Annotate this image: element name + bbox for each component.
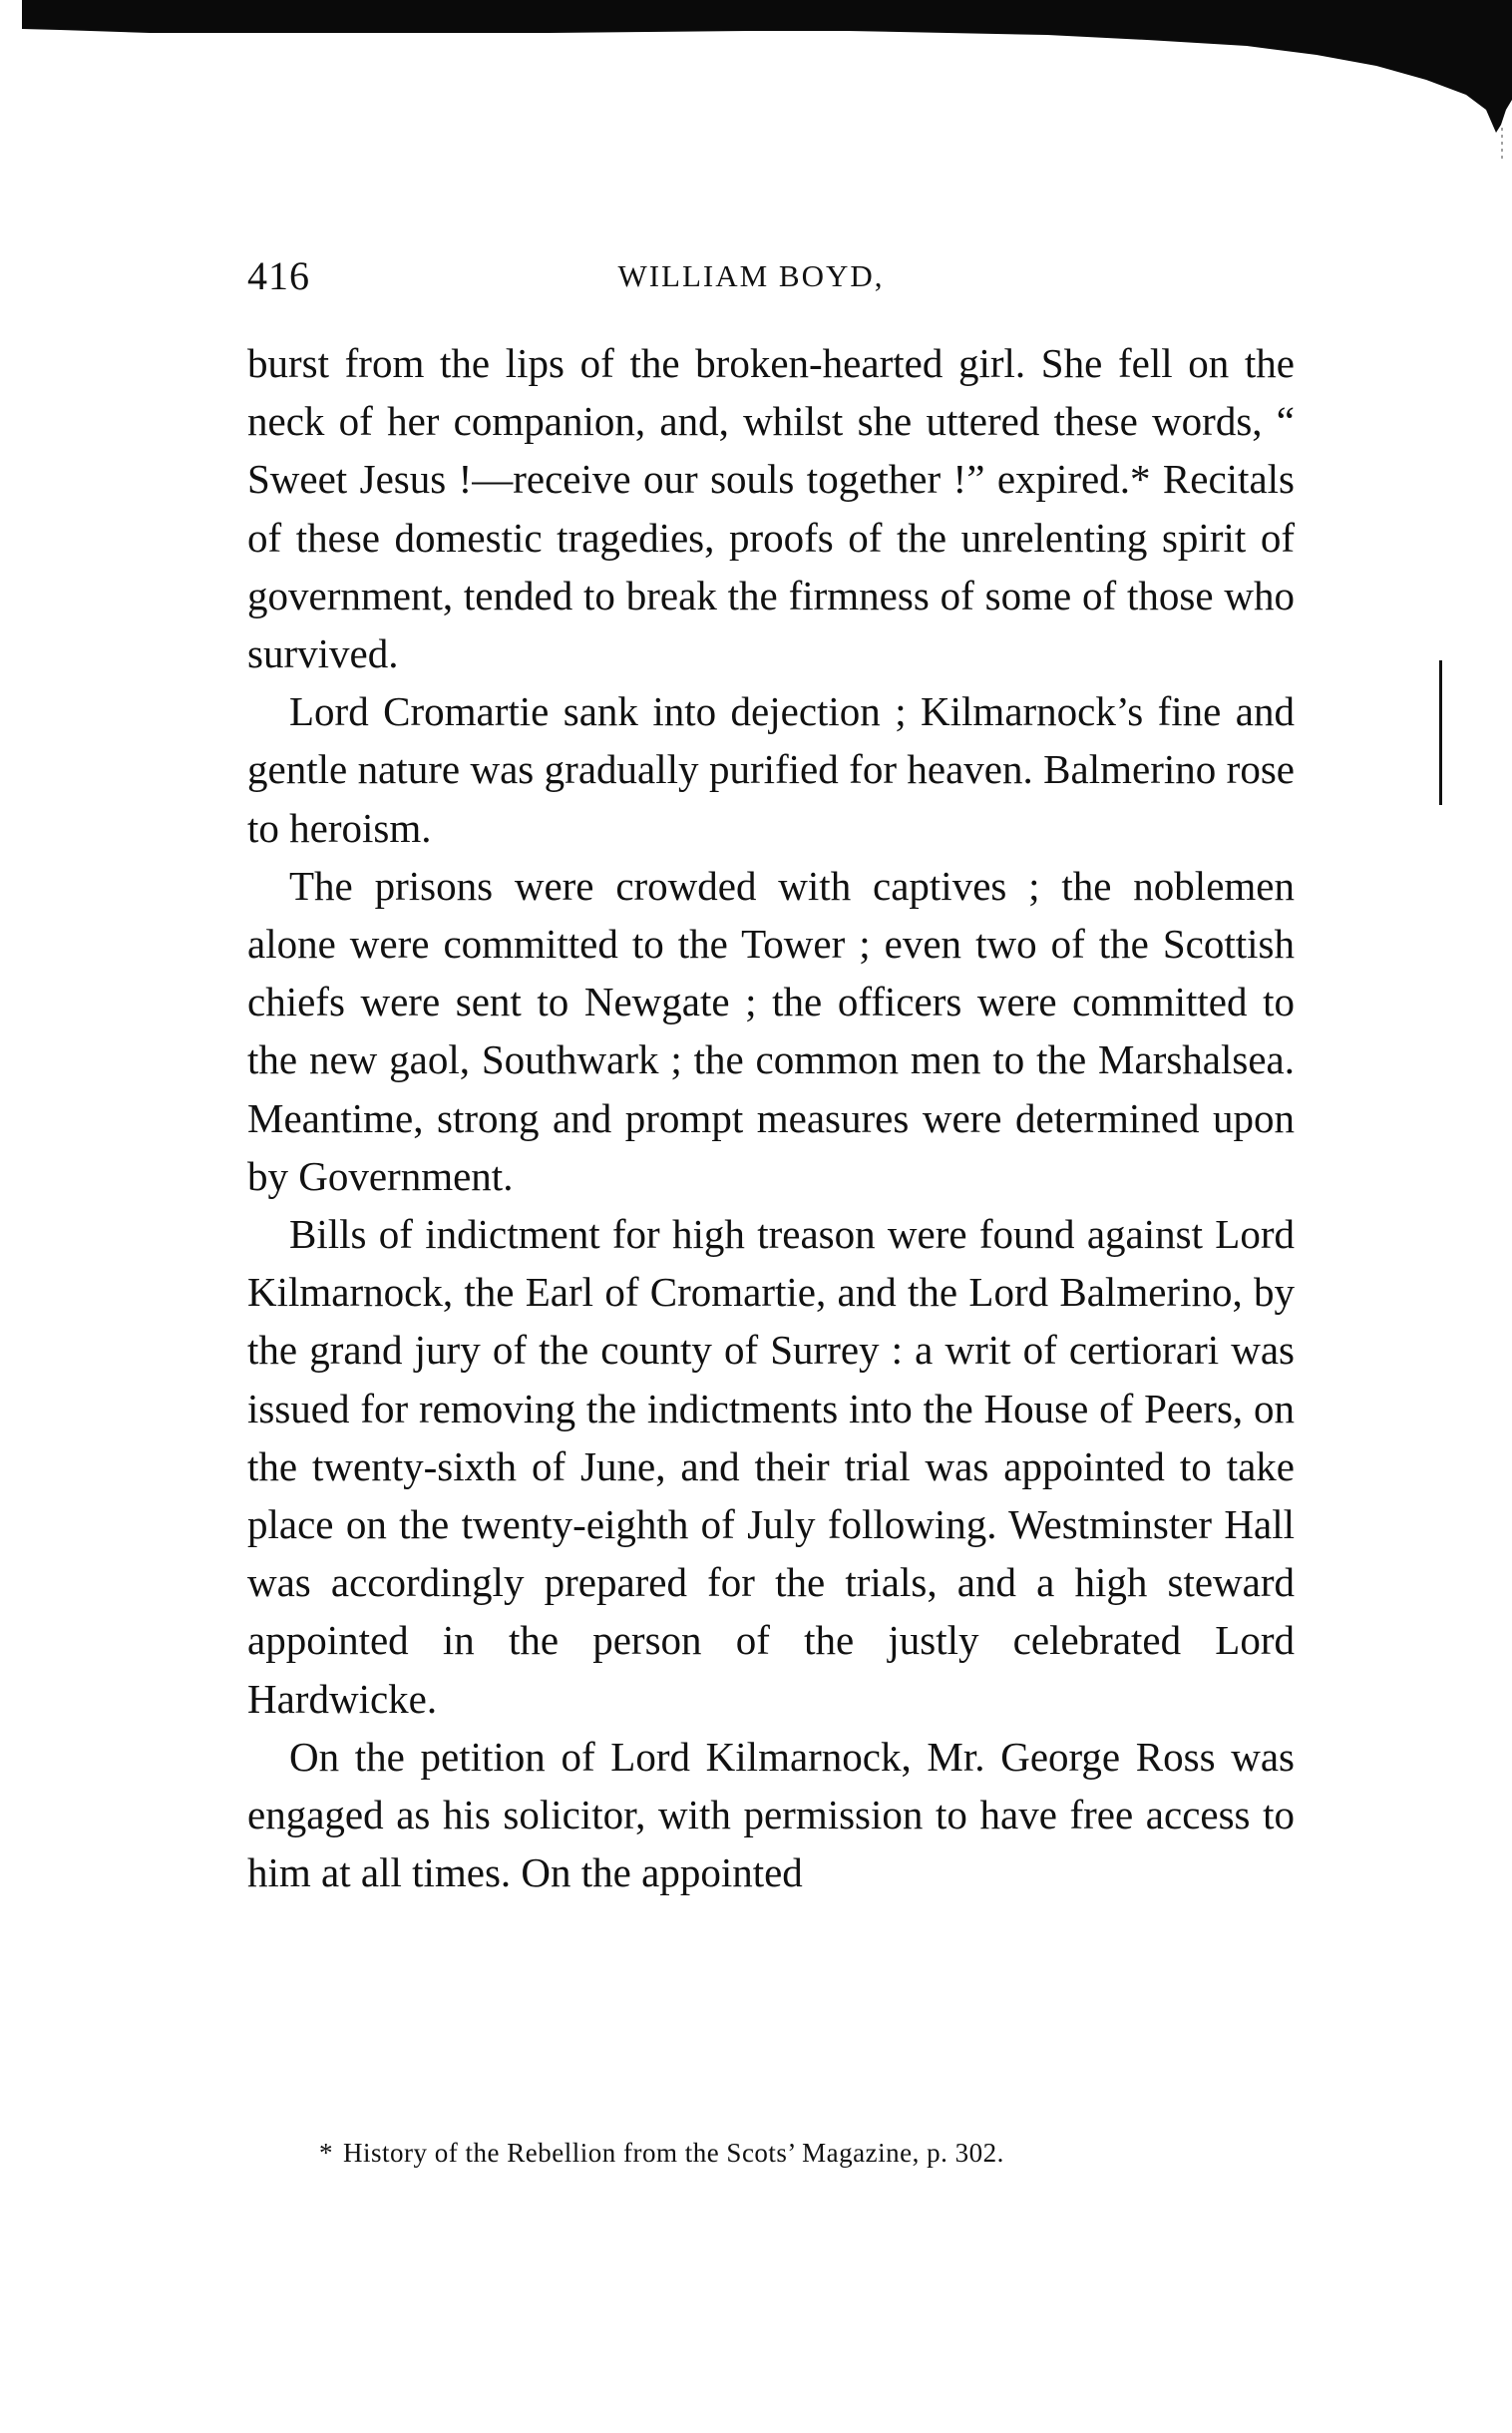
paragraph: The prisons were crowded with captives ; the noblemen alone were committed to the Tower ; even two of the Scottish chiefs were sent to Newgate ; the officers were committed to the new gaol, Southwark ; the common men to the Marshalsea. Meantime, strong and prompt measures were determined upon by Government. (247, 862, 1295, 1199)
footnote-text: History of the Rebellion from the Scots’ Magazine, p. 302. (343, 2138, 1004, 2168)
page-number: 416 (247, 253, 310, 298)
footnote (319, 2138, 1317, 2169)
paragraph: On the petition of Lord Kilmarnock, Mr. George Ross was engaged as his solicitor, with permission to have free access to him at all times. On the appointed (247, 1733, 1295, 1896)
running-head (247, 252, 1295, 302)
scan-edge-shadow (0, 0, 1512, 170)
body-text (247, 334, 1295, 1901)
paragraph: Lord Cromartie sank into dejection ; Kilmarnock’s fine and gentle nature was gradually purified for heaven. Balmerino rose to heroism. (247, 688, 1295, 851)
footnote-marker: * (319, 2138, 333, 2168)
paragraph: burst from the lips of the broken-hearted girl. She fell on the neck of her companion, and, whilst she uttered these words, “ Sweet Jesus !—receive our souls together !” expired.* Recitals of these domestic tragedies, proofs of the unrelenting spirit of government, tended to break the firmness of some of those who survived. (247, 340, 1295, 677)
running-title: WILLIAM BOYD, (617, 258, 885, 293)
paragraph: Bills of indictment for high treason were found against Lord Kilmarnock, the Earl of Cromartie, and the Lord Balmerino, by the grand jury of the county of Surrey : a writ of certiorari was issued for removing the indictments into the House of Peers, on the twenty-sixth of June, and their trial was appointed to take place on the twenty-eighth of July following. Westminster Hall was accordingly prepared for the trials, and a high steward appointed in the person of the justly celebrated Lord Hardwicke. (247, 1211, 1295, 1722)
margin-mark (1439, 660, 1442, 805)
